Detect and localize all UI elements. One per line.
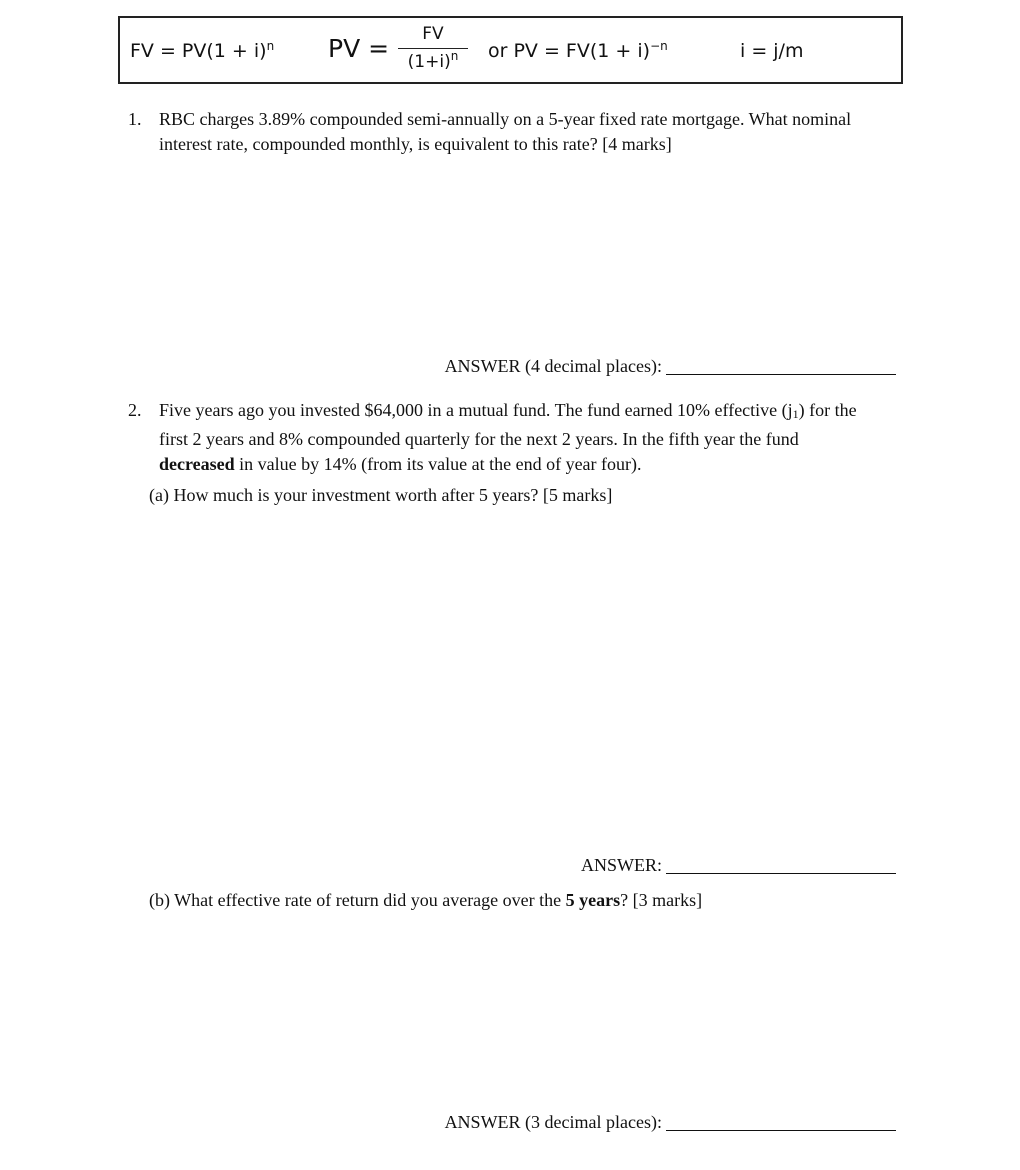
q2b-answer-label: ANSWER (3 decimal places): — [444, 1112, 662, 1132]
q2b-answer-line[interactable] — [666, 1130, 896, 1131]
formula-rate: i = j/m — [740, 40, 804, 62]
fraction-numerator: FV — [422, 24, 444, 44]
q2-text: Five years ago you invested $64,000 in a mutual fund. The fund earned 10% effective (j1) for the first 2 years and 8% compounded quarterly for the next 2 years. In the fifth year the fund decreased in value by 14% (from its value at the end of year four). — [159, 400, 857, 474]
q1-text: RBC charges 3.89% compounded semi-annually on a 5-year fixed rate mortgage. What nominal interest rate, compounded monthly, is equivalent to this rate? [4 marks] — [159, 109, 852, 154]
q1-answer-line[interactable] — [666, 374, 896, 375]
q1-answer-label: ANSWER (4 decimal places): — [444, 356, 662, 376]
q2a-answer-line[interactable] — [666, 873, 896, 874]
fraction-denominator: $(1+i)^n$ — [407, 49, 459, 72]
formula-pv-alt: or PV = $FV(1 + i)^{-n}$ — [488, 39, 668, 62]
q1-number: 1. — [128, 109, 142, 129]
formula-pv-lhs: PV = — [328, 34, 390, 63]
formula-pv-fraction — [398, 22, 468, 74]
q2-number: 2. — [128, 400, 142, 420]
q2a-text: (a) How much is your investment worth after 5 years? [5 marks] — [149, 485, 613, 505]
formula-fv: FV = $PV(1 + i)^n$ — [130, 39, 275, 62]
q2a-answer-label: ANSWER: — [581, 855, 662, 875]
formula-box — [118, 16, 903, 84]
q2b-text: (b) What effective rate of return did you average over the 5 years? [3 marks] — [149, 890, 703, 910]
